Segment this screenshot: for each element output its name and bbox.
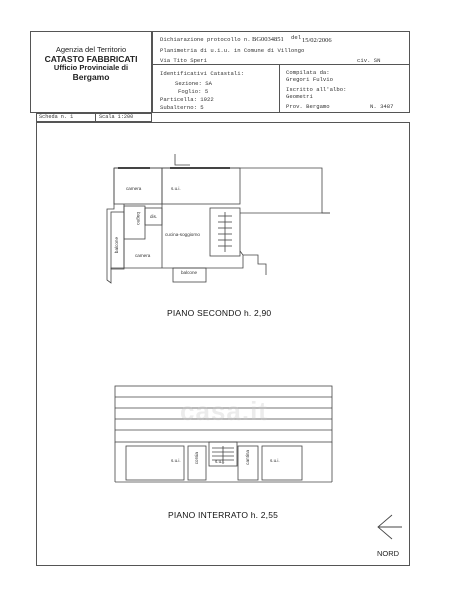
room-camera-bottom: camera [135, 253, 151, 258]
room-corsia: corsia [194, 452, 199, 465]
compiled-label: Compilata da: [286, 69, 330, 76]
prov-text: Prov. Bergamo [286, 103, 330, 110]
compiled-name: Gregori Fulvio [286, 76, 333, 83]
room-sui-top: s.u.i. [171, 186, 181, 191]
room-sui-right: s.u.i. [270, 458, 280, 463]
date-value: 15/02/2006 [302, 37, 332, 44]
address-text: Via Tito Speri [160, 57, 207, 64]
albo-label: Iscritto all'albo: [286, 86, 347, 93]
foglio: Foglio: 5 [178, 88, 209, 95]
ufficio-label: Ufficio Provinciale di [53, 63, 129, 73]
city-label: Bergamo [72, 72, 110, 83]
albo-value: Geometri [286, 93, 313, 100]
north-arrow-icon [378, 515, 402, 539]
north-label: NORD [377, 549, 400, 558]
num-text: N. 3487 [370, 103, 394, 110]
planimetry-text: Planimetria di u.i.u. in Comune di Villongo [160, 47, 305, 54]
protocol-number: BG0034851 [252, 36, 284, 43]
room-camera-top: camera [126, 186, 142, 191]
room-dis: dis. [150, 214, 158, 219]
sezione: Sezione: SA [175, 80, 212, 87]
second-floor-caption: PIANO SECONDO h. 2,90 [167, 308, 272, 318]
room-cantina: cantina [245, 450, 250, 465]
date-label: del [291, 34, 302, 41]
room-balcone-left: balcone [114, 237, 119, 254]
catasto-title: CATASTO FABBRICATI [44, 53, 138, 64]
protocol-label: Dichiarazione protocollo n. [160, 36, 251, 43]
subalterno: Subalterno: 5 [160, 104, 204, 111]
room-cucina-soggiorno: cucina-soggiorno [165, 232, 200, 237]
room-sui-center: s.u.i. [215, 459, 225, 464]
basement-caption: PIANO INTERRATO h. 2,55 [168, 510, 279, 520]
room-balcone-bottom: balcone [181, 270, 198, 275]
watermark-logo: casa.it [180, 396, 268, 426]
agency-name: Agenzia del Territorio [55, 45, 127, 54]
id-title: Identificativi Catastali: [160, 70, 244, 77]
room-sui-left: s.u.i. [171, 458, 181, 463]
room-bagno: bagno [136, 212, 141, 225]
particella: Particella: 1922 [160, 96, 214, 103]
scheda-text: Scheda n. 1 [39, 114, 74, 120]
scala-text: Scala 1:200 [99, 114, 134, 120]
civ-text: civ. SN [357, 57, 381, 64]
